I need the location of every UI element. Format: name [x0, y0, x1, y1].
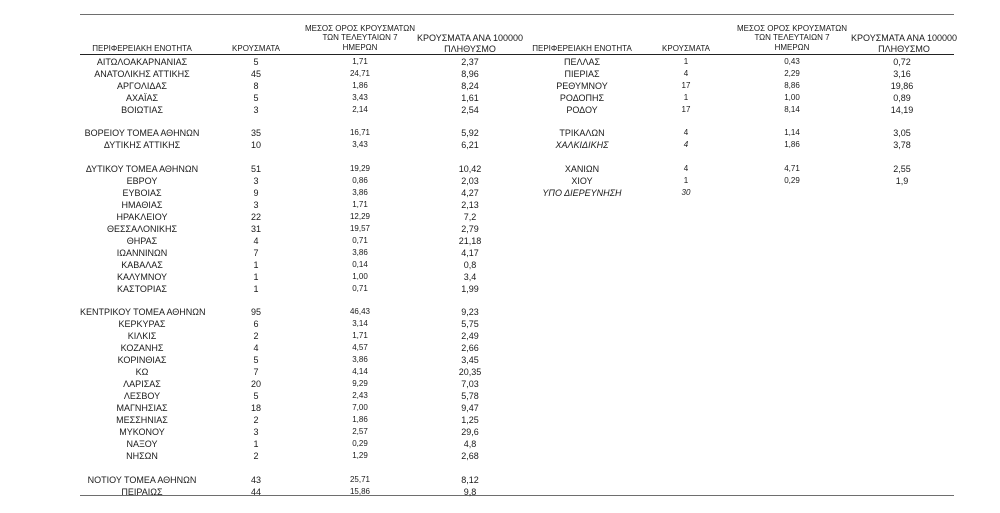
header-rule [80, 54, 954, 55]
cell-cases: 4 [683, 140, 689, 149]
cell-per100k: 8,24 [461, 81, 479, 91]
header-per100k [408, 33, 532, 54]
header-per100k-line1: ΚΡΟΥΣΜΑΤΑ ΑΝΑ 100000 [417, 33, 523, 43]
table-row [0, 330, 1000, 342]
cell-cases: 30 [681, 188, 691, 197]
table-row [0, 474, 1000, 486]
cell-cases: 5 [253, 355, 259, 365]
cell-avg7: 4,14 [352, 367, 368, 376]
cell-avg7: 19,57 [349, 224, 371, 233]
cell-avg7: 2,43 [352, 391, 368, 400]
cell-avg7: 25,71 [349, 475, 371, 484]
cell-cases: 44 [250, 487, 261, 497]
cell-cases: 2 [253, 331, 259, 341]
table-row [0, 235, 1000, 247]
header-cases-right: ΚΡΟΥΣΜΑΤΑ [662, 44, 710, 53]
cell-region: ΡΟΔΟΥ [566, 105, 598, 115]
cell-avg7: 3,14 [352, 319, 368, 328]
cell-avg7: 1,00 [352, 272, 368, 281]
cell-per100k: 4,17 [461, 248, 479, 258]
cell-avg7: 8,86 [784, 81, 800, 90]
cell-avg7: 7,00 [352, 403, 368, 412]
cell-cases: 3 [253, 427, 259, 437]
cell-per100k: 0,72 [893, 57, 911, 67]
cell-cases: 3 [253, 105, 259, 115]
table-row [0, 127, 1000, 139]
table-row [0, 414, 1000, 426]
cell-region: ΝΗΣΩΝ [126, 451, 158, 461]
cell-cases: 51 [250, 164, 261, 174]
cell-region: ΜΕΣΣΗΝΙΑΣ [116, 415, 168, 425]
cell-per100k: 1,9 [895, 176, 909, 186]
cell-region: ΚΕΡΚΥΡΑΣ [118, 319, 166, 329]
header-per100k-line2-right: ΠΛΗΘΥΣΜΟ [878, 43, 930, 54]
cell-avg7: 0,29 [352, 439, 368, 448]
cell-region: ΙΩΑΝΝΙΝΩΝ [116, 248, 168, 258]
cell-per100k: 19,86 [890, 81, 914, 91]
table-row [0, 80, 1000, 92]
table-row [0, 283, 1000, 295]
cell-region: ΡΕΘΥΜΝΟΥ [556, 81, 608, 91]
cell-avg7: 9,29 [352, 379, 368, 388]
cell-per100k: 5,75 [461, 319, 479, 329]
cell-avg7: 1,29 [352, 451, 368, 460]
table-row [0, 247, 1000, 259]
cell-avg7: 0,43 [784, 57, 800, 66]
cell-region: ΜΑΓΝΗΣΙΑΣ [116, 403, 168, 413]
table-row [0, 187, 1000, 199]
cell-cases: 1 [253, 272, 259, 282]
cell-cases: 4 [683, 164, 689, 173]
cell-avg7: 3,43 [352, 140, 368, 149]
cell-avg7: 0,86 [352, 176, 368, 185]
cell-avg7: 16,71 [349, 128, 371, 137]
header-per100k-line2: ΠΛΗΘΥΣΜΟ [444, 43, 496, 54]
cell-region: ΒΟΙΩΤΙΑΣ [121, 105, 163, 115]
header-avg7-line2: ΤΩΝ ΤΕΛΕΥΤΑΙΩΝ 7 [322, 33, 398, 43]
header-region: ΠΕΡΙΦΕΡΕΙΑΚΗ ΕΝΟΤΗΤΑ [92, 44, 192, 53]
cell-avg7: 1,00 [784, 93, 800, 102]
cell-cases: 6 [253, 319, 259, 329]
table-row [0, 259, 1000, 271]
table-row [0, 68, 1000, 80]
cell-region: ΚΑΒΑΛΑΣ [121, 260, 163, 270]
cell-region: ΝΟΤΙΟΥ ΤΟΜΕΑ ΑΘΗΝΩΝ [87, 475, 197, 485]
cell-avg7: 0,14 [352, 260, 368, 269]
cell-cases: 2 [253, 451, 259, 461]
cell-per100k: 5,78 [461, 391, 479, 401]
cell-cases: 5 [253, 57, 259, 67]
header-avg7-line1: ΜΕΣΟΣ ΟΡΟΣ ΚΡΟΥΣΜΑΤΩΝ [304, 24, 416, 33]
cell-avg7: 1,86 [352, 415, 368, 424]
cell-region: ΔΥΤΙΚΗΣ ΑΤΤΙΚΗΣ [103, 140, 181, 150]
header-per100k-line1-right: ΚΡΟΥΣΜΑΤΑ ΑΝΑ 100000 [851, 33, 957, 43]
cell-avg7: 2,57 [352, 427, 368, 436]
table-row [0, 450, 1000, 462]
cell-region: ΗΡΑΚΛΕΙΟΥ [116, 212, 168, 222]
cell-per100k: 2,55 [893, 164, 911, 174]
cell-per100k: 2,79 [461, 224, 479, 234]
cell-cases: 7 [253, 367, 259, 377]
cell-per100k: 2,13 [461, 200, 479, 210]
cell-cases: 43 [250, 475, 261, 485]
cell-region: ΝΑΞΟΥ [126, 439, 158, 449]
cell-per100k: 1,25 [461, 415, 479, 425]
cell-cases: 4 [253, 343, 259, 353]
cell-cases: 8 [253, 81, 259, 91]
cell-cases: 17 [681, 105, 691, 114]
cell-per100k: 20,35 [458, 367, 482, 377]
cell-per100k: 14,19 [890, 105, 914, 115]
table-row [0, 390, 1000, 402]
cell-avg7: 0,29 [784, 176, 800, 185]
cell-cases: 22 [250, 212, 261, 222]
cell-per100k: 2,66 [461, 343, 479, 353]
cell-region: ΧΙΟΥ [571, 176, 593, 186]
cell-cases: 1 [683, 93, 689, 102]
cell-region: ΗΜΑΘΙΑΣ [121, 200, 163, 210]
cell-cases: 10 [250, 140, 261, 150]
cell-per100k: 9,8 [463, 487, 477, 497]
cell-avg7: 1,71 [352, 57, 368, 66]
cell-per100k: 2,54 [461, 105, 479, 115]
header-region-right: ΠΕΡΙΦΕΡΕΙΑΚΗ ΕΝΟΤΗΤΑ [532, 44, 632, 53]
cell-per100k: 3,78 [893, 140, 911, 150]
table-row [0, 56, 1000, 68]
cell-per100k: 3,05 [893, 128, 911, 138]
cell-per100k: 2,49 [461, 331, 479, 341]
cell-region: ΚΟΖΑΝΗΣ [120, 343, 164, 353]
cell-per100k: 10,42 [458, 164, 482, 174]
cell-region: ΘΗΡΑΣ [126, 236, 158, 246]
cell-region: ΚΩ [135, 367, 149, 377]
cell-per100k: 21,18 [458, 236, 482, 246]
cell-region: ΜΥΚΟΝΟΥ [119, 427, 165, 437]
cell-avg7: 1,86 [784, 140, 800, 149]
cell-cases: 1 [683, 176, 689, 185]
cell-region: ΚΕΝΤΡΙΚΟΥ ΤΟΜΕΑ ΑΘΗΝΩΝ [80, 307, 206, 317]
header-avg7-line1-right: ΜΕΣΟΣ ΟΡΟΣ ΚΡΟΥΣΜΑΤΩΝ [736, 24, 848, 33]
cell-region: ΕΥΒΟΙΑΣ [122, 188, 162, 198]
cell-avg7: 4,57 [352, 343, 368, 352]
cell-region: ΑΙΤΩΛΟΑΚΑΡΝΑΝΙΑΣ [96, 57, 188, 67]
cell-per100k: 9,23 [461, 307, 479, 317]
cell-cases: 18 [250, 403, 261, 413]
cell-cases: 31 [250, 224, 261, 234]
cell-avg7: 0,71 [352, 236, 368, 245]
cell-per100k: 29,6 [461, 427, 479, 437]
cell-avg7: 3,86 [352, 248, 368, 257]
cell-cases: 3 [253, 176, 259, 186]
cell-avg7: 2,14 [352, 105, 368, 114]
cell-per100k: 7,2 [463, 212, 477, 222]
cell-avg7: 1,14 [784, 128, 800, 137]
cell-per100k: 6,21 [461, 140, 479, 150]
table-row [0, 92, 1000, 104]
cell-avg7: 4,71 [784, 164, 800, 173]
cell-avg7: 12,29 [349, 212, 371, 221]
cell-cases: 20 [250, 379, 261, 389]
cell-cases: 2 [253, 415, 259, 425]
cell-cases: 95 [250, 307, 261, 317]
cell-avg7: 1,71 [352, 331, 368, 340]
table-row [0, 199, 1000, 211]
table-row [0, 104, 1000, 116]
header-cases: ΚΡΟΥΣΜΑΤΑ [232, 44, 280, 53]
cell-region: ΥΠΟ ΔΙΕΡΕΥΝΗΣΗ [542, 188, 622, 198]
cell-region: ΚΙΛΚΙΣ [127, 331, 157, 341]
header-avg7-line3-right: ΗΜΕΡΩΝ [774, 42, 810, 52]
table-row [0, 426, 1000, 438]
cell-region: ΡΟΔΟΠΗΣ [559, 93, 605, 103]
table-row [0, 139, 1000, 151]
cell-avg7: 1,71 [352, 200, 368, 209]
cell-region: ΑΡΓΟΛΙΔΑΣ [117, 81, 167, 91]
cell-cases: 17 [681, 81, 691, 90]
table-row [0, 438, 1000, 450]
header-avg7 [300, 24, 420, 52]
cell-region: ΛΑΡΙΣΑΣ [123, 379, 161, 389]
cell-cases: 1 [253, 439, 259, 449]
cell-cases: 5 [253, 391, 259, 401]
cell-per100k: 8,96 [461, 69, 479, 79]
cell-cases: 4 [253, 236, 259, 246]
cell-cases: 1 [253, 284, 259, 294]
cell-region: ΠΕΙΡΑΙΩΣ [121, 487, 163, 497]
cell-avg7: 46,43 [349, 307, 371, 316]
table-row [0, 486, 1000, 498]
cell-per100k: 8,12 [461, 475, 479, 485]
cell-avg7: 3,86 [352, 355, 368, 364]
table-row [0, 342, 1000, 354]
cell-cases: 4 [683, 128, 689, 137]
table-row [0, 366, 1000, 378]
cell-region: ΤΡΙΚΑΛΩΝ [559, 128, 605, 138]
cell-region: ΠΙΕΡΙΑΣ [564, 69, 600, 79]
cell-avg7: 24,71 [349, 69, 371, 78]
cell-region: ΒΟΡΕΙΟΥ ΤΟΜΕΑ ΑΘΗΝΩΝ [84, 128, 200, 138]
cell-cases: 1 [253, 260, 259, 270]
header-avg7-line3: ΗΜΕΡΩΝ [342, 42, 378, 52]
cell-per100k: 4,27 [461, 188, 479, 198]
cell-avg7: 3,86 [352, 188, 368, 197]
cell-per100k: 0,8 [463, 260, 477, 270]
cell-per100k: 0,89 [893, 93, 911, 103]
cell-cases: 1 [683, 57, 689, 66]
cell-cases: 3 [253, 200, 259, 210]
cell-avg7: 15,86 [349, 487, 371, 496]
cell-region: ΧΑΝΙΩΝ [564, 164, 600, 174]
table-row [0, 271, 1000, 283]
cell-region: ΚΑΛΥΜΝΟΥ [116, 272, 168, 282]
table-row [0, 175, 1000, 187]
cell-per100k: 2,37 [461, 57, 479, 67]
cell-cases: 4 [683, 69, 689, 78]
cell-avg7: 3,43 [352, 93, 368, 102]
table-row [0, 306, 1000, 318]
cell-avg7: 0,71 [352, 284, 368, 293]
cell-region: ΑΝΑΤΟΛΙΚΗΣ ΑΤΤΙΚΗΣ [94, 69, 190, 79]
cell-region: ΠΕΛΛΑΣ [563, 57, 601, 67]
cell-avg7: 2,29 [784, 69, 800, 78]
cell-per100k: 3,45 [461, 355, 479, 365]
cell-region: ΕΒΡΟΥ [126, 176, 158, 186]
cell-per100k: 3,4 [463, 272, 477, 282]
header-per100k-right [842, 33, 966, 54]
cell-cases: 45 [250, 69, 261, 79]
table-row [0, 163, 1000, 175]
cell-per100k: 4,8 [463, 439, 477, 449]
cell-region: ΚΟΡΙΝΘΙΑΣ [117, 355, 167, 365]
table-row [0, 354, 1000, 366]
cell-cases: 5 [253, 93, 259, 103]
cell-per100k: 2,68 [461, 451, 479, 461]
cell-cases: 9 [253, 188, 259, 198]
table-row [0, 211, 1000, 223]
cell-per100k: 7,03 [461, 379, 479, 389]
cell-per100k: 5,92 [461, 128, 479, 138]
cell-per100k: 9,47 [461, 403, 479, 413]
cell-region: ΛΕΣΒΟΥ [123, 391, 161, 401]
cell-region: ΧΑΛΚΙΔΙΚΗΣ [555, 140, 609, 150]
cell-per100k: 3,16 [893, 69, 911, 79]
cell-per100k: 2,03 [461, 176, 479, 186]
header-avg7-right [732, 24, 852, 52]
cell-region: ΑΧΑΪΑΣ [125, 93, 159, 103]
cell-cases: 35 [250, 128, 261, 138]
table-row [0, 402, 1000, 414]
table-row [0, 378, 1000, 390]
cell-avg7: 1,86 [352, 81, 368, 90]
header-avg7-line2-right: ΤΩΝ ΤΕΛΕΥΤΑΙΩΝ 7 [754, 33, 830, 43]
table-row [0, 223, 1000, 235]
cell-region: ΘΕΣΣΑΛΟΝΙΚΗΣ [106, 224, 178, 234]
table-row [0, 318, 1000, 330]
cell-avg7: 19,29 [349, 164, 371, 173]
cell-avg7: 8,14 [784, 105, 800, 114]
top-rule [80, 14, 954, 15]
cell-region: ΔΥΤΙΚΟΥ ΤΟΜΕΑ ΑΘΗΝΩΝ [85, 164, 199, 174]
cell-per100k: 1,61 [461, 93, 479, 103]
cell-region: ΚΑΣΤΟΡΙΑΣ [117, 284, 167, 294]
cell-per100k: 1,99 [461, 284, 479, 294]
cell-cases: 7 [253, 248, 259, 258]
